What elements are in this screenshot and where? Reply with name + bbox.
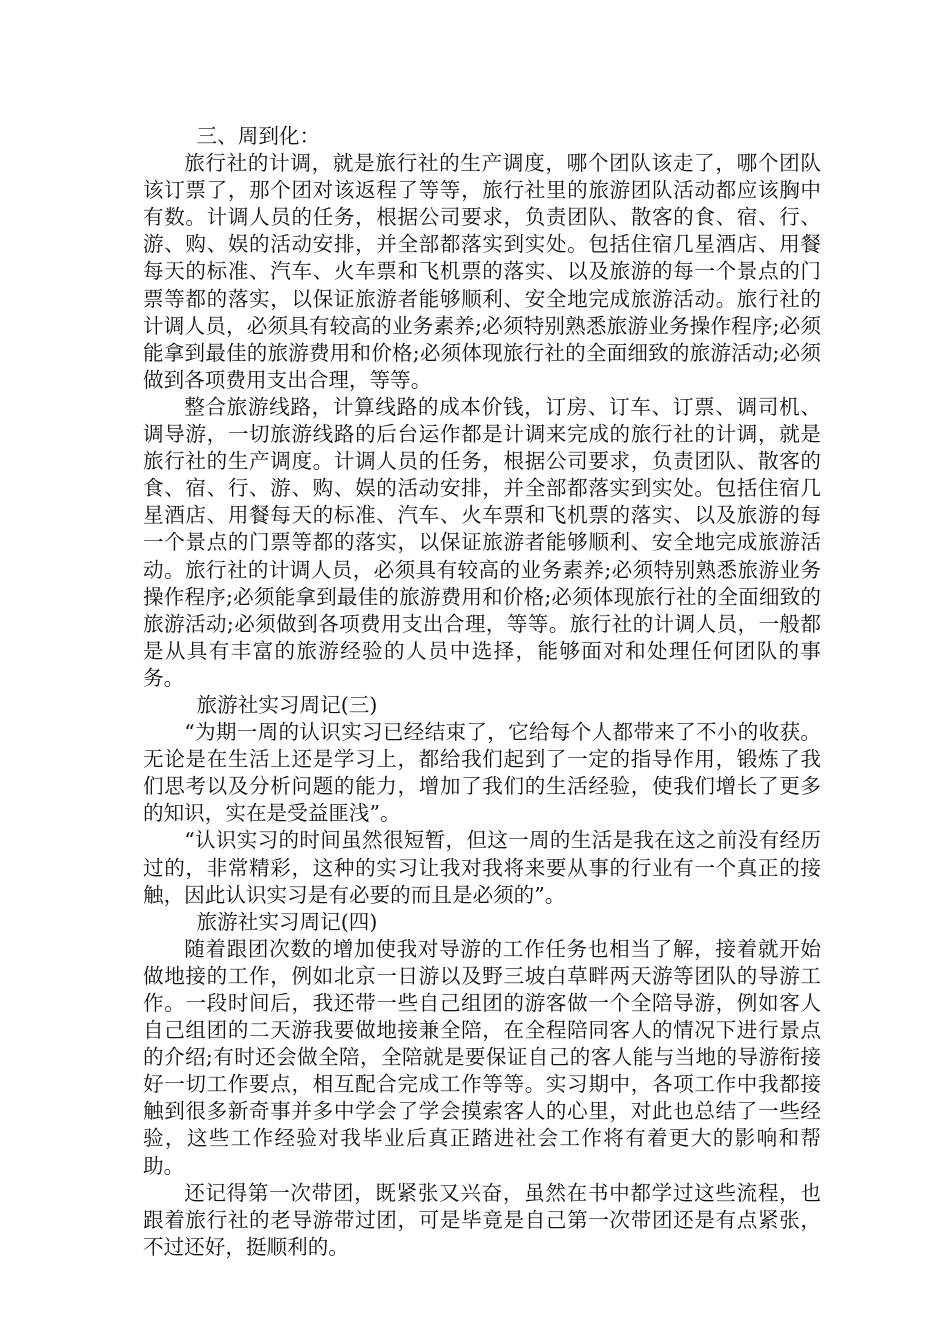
body-paragraph: 还记得第一次带团，既紧张又兴奋，虽然在书中都学过这些流程，也跟着旅行社的老导游带过团，可是毕竟是自己第一次带团还是有点紧张，不过还好，挺顺利的。 <box>143 1180 821 1259</box>
body-paragraph: 整合旅游线路，计算线路的成本价钱，订房、订车、订票、调司机、调导游，一切旅游线路的后台运作都是计调来完成的旅行社的计调，就是旅行社的生产调度。计调人员的任务，根据公司要求，负责团队、散客的食、宿、行、游、购、娱的活动安排，并全部都落实到实处。包括住宿几星酒店、用餐每天的标准、汽车、火车票和飞机票的落实、以及旅游的每一个景点的门票等都的落实，以保证旅游者能够顺利、安全地完成旅游活动。旅行社的计调人员，必须具有较高的业务素养;必须特别熟悉旅游业务操作程序;必须能拿到最佳的旅游费用和价格;必须体现旅行社的全面细致的旅游活动;必须做到各项费用支出合理，等等。旅行社的计调人员，一般都是从具有丰富的旅游经验的人员中选择，能够面对和处理任何团队的事务。 <box>143 394 821 690</box>
body-paragraph: 随着跟团次数的增加使我对导游的工作任务也相当了解，接着就开始做地接的工作，例如北京一日游以及野三坡白草畔两天游等团队的导游工作。一段时间后，我还带一些自己组团的游客做一个全陪导游，例如客人自己组团的二天游我要做地接兼全陪，在全程陪同客人的情况下进行景点的介绍;有时还会做全陪，全陪就是要保证自己的客人能与当地的导游衔接好一切工作要点，相互配合完成工作等等。实习期中，各项工作中我都接触到很多新奇事并多中学会了学会摸索客人的心里，对此也总结了一些经验，这些工作经验对我毕业后真正踏进社会工作将有着更大的影响和帮助。 <box>143 936 821 1178</box>
body-paragraph: “为期一周的认识实习已经结束了，它给每个人都带来了不小的收获。无论是在生活上还是学习上，都给我们起到了一定的指导作用，锻炼了我们思考以及分析问题的能力，增加了我们的生活经验，使我们增长了更多的知识，实在是受益匪浅”。 <box>143 720 821 826</box>
section-heading: 三、周到化： <box>196 124 321 148</box>
body-paragraph: “认识实习的时间虽然很短暂，但这一周的生活是我在这之前没有经历过的，非常精彩，这种的实习让我对我将来要从事的行业有一个真正的接触，因此认识实习是有必要的而且是必须的”。 <box>143 828 821 907</box>
section-heading: 旅游社实习周记(三) <box>196 692 378 717</box>
body-paragraph: 旅行社的计调，就是旅行社的生产调度，哪个团队该走了，哪个团队该订票了，那个团对该返程了等等，旅行社里的旅游团队活动都应该胸中有数。计调人员的任务，根据公司要求，负责团队、散客的食、宿、行、游、购、娱的活动安排，并全部都落实到实处。包括住宿几星酒店、用餐每天的标准、汽车、火车票和飞机票的落实、以及旅游的每一个景点的门票等都的落实，以保证旅游者能够顺利、安全地完成旅游活动。旅行社的计调人员，必须具有较高的业务素养;必须特别熟悉旅游业务操作程序;必须能拿到最佳的旅游费用和价格;必须体现旅行社的全面细致的旅游活动;必须做到各项费用支出合理，等等。 <box>143 151 821 392</box>
section-heading: 旅游社实习周记(四) <box>196 909 378 934</box>
document-page <box>143 123 821 1261</box>
